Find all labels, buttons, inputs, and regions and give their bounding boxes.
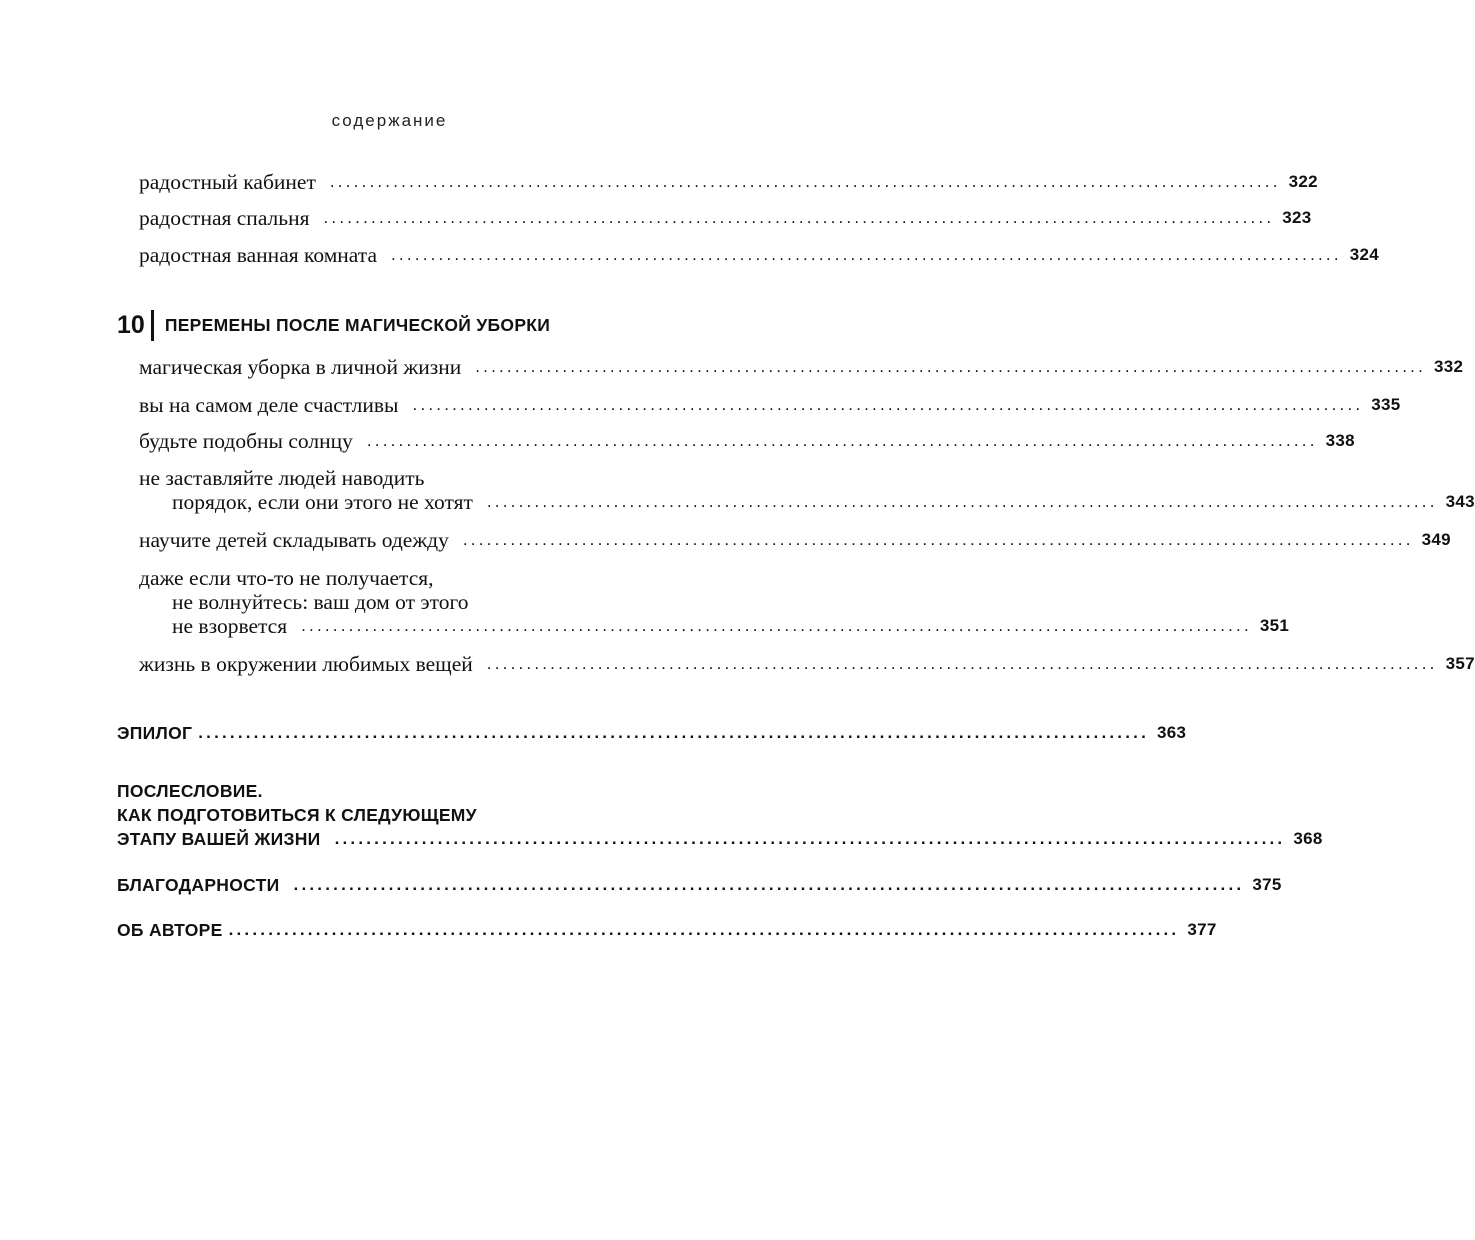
chapter-number: 10 [117, 310, 145, 339]
toc-page-number: 343 [1445, 492, 1475, 511]
toc-entry-title-continued: ЭТАПУ ВАШЕЙ ЖИЗНИ [117, 829, 321, 849]
page-header: содержание [331, 111, 448, 130]
toc-entry[interactable] [139, 528, 1451, 552]
leader-dots: ........................................................................................................................ [198, 723, 1149, 742]
toc-page-number: 338 [1325, 431, 1355, 450]
toc-page-number: 324 [1349, 245, 1380, 264]
toc-entry-title-continued: не волнуйтесь: ваш дом от этого [172, 590, 469, 614]
toc-page-number: 377 [1187, 920, 1217, 939]
leader-dots: ........................................................................................................................ [301, 616, 1252, 635]
toc-page-number: 332 [1434, 357, 1464, 376]
toc-entry-title: вы на самом деле счастливы [139, 393, 399, 417]
toc-entry[interactable] [139, 355, 1464, 379]
toc-page-number: 351 [1259, 616, 1290, 635]
toc-entry[interactable] [139, 170, 1318, 194]
toc-entry-title: ПОСЛЕСЛОВИЕ. [117, 781, 263, 801]
leader-dots: ........................................................................................................................ [329, 172, 1281, 191]
toc-entry[interactable] [139, 206, 1312, 230]
chapter-title: ПЕРЕМЕНЫ ПОСЛЕ МАГИЧЕСКОЙ УБОРКИ [164, 314, 551, 335]
toc-entry-title: ОБ АВТОРЕ [117, 920, 223, 940]
leader-dots: ........................................................................................................................ [486, 654, 1438, 673]
toc-page-number: 363 [1157, 723, 1187, 742]
leader-dots: ........................................................................................................................ [412, 395, 1364, 414]
toc-entry[interactable] [139, 243, 1380, 267]
toc-page-number: 322 [1288, 172, 1318, 191]
toc-entry-title: радостная ванная комната [139, 243, 377, 267]
toc-entry[interactable] [139, 566, 1290, 638]
toc-page-number: 357 [1445, 654, 1475, 673]
toc-entry-title: радостная спальня [139, 206, 310, 230]
leader-dots: ........................................................................................................................ [228, 920, 1180, 939]
toc-entry-title: БЛАГОДАРНОСТИ [117, 875, 280, 895]
toc-entry-title: даже если что-то не получается, [139, 566, 434, 590]
toc-entry[interactable] [139, 652, 1475, 676]
leader-dots: ........................................................................................................................ [391, 245, 1342, 264]
toc-entry-title: жизнь в окружении любимых вещей [139, 652, 473, 676]
leader-dots: ........................................................................................................................ [334, 829, 1286, 848]
toc-entry-title-continued: порядок, если они этого не хотят [172, 490, 473, 514]
chapter-divider [151, 310, 154, 341]
toc-entry-title: будьте подобны солнцу [139, 429, 353, 453]
toc-page-number: 335 [1371, 395, 1401, 414]
toc-entry-title: не заставляйте людей наводить [139, 466, 425, 490]
toc-entry-title: ЭПИЛОГ [117, 723, 193, 743]
leader-dots: ........................................................................................................................ [462, 530, 1414, 549]
toc-entry[interactable] [139, 393, 1401, 417]
toc-entry-title: магическая уборка в личной жизни [139, 355, 462, 379]
toc-entry[interactable] [139, 466, 1475, 514]
toc-entry-title: радостный кабинет [139, 170, 316, 194]
leader-dots: ........................................................................................................................ [366, 431, 1318, 450]
toc-entry-title-continued: не взорвется [172, 614, 288, 638]
leader-dots: ........................................................................................................................ [323, 208, 1275, 227]
toc-entry-title: научите детей складывать одежду [139, 528, 449, 552]
toc-page-number: 323 [1282, 208, 1312, 227]
toc-page-number: 349 [1421, 530, 1451, 549]
toc-entry[interactable] [117, 779, 1323, 851]
toc-entry[interactable] [117, 721, 1187, 745]
toc-entry[interactable] [139, 429, 1355, 453]
leader-dots: ........................................................................................................................ [486, 492, 1438, 511]
leader-dots: ........................................................................................................................ [475, 357, 1426, 376]
toc-entry[interactable] [117, 918, 1217, 942]
toc-page-number: 375 [1252, 875, 1282, 894]
toc-entry[interactable] [117, 873, 1282, 897]
leader-dots: ........................................................................................................................ [293, 875, 1245, 894]
toc-page-number: 368 [1293, 829, 1323, 848]
toc-entry-title-continued: КАК ПОДГОТОВИТЬСЯ К СЛЕДУЮЩЕМУ [117, 805, 477, 825]
chapter-heading[interactable] [117, 309, 550, 341]
